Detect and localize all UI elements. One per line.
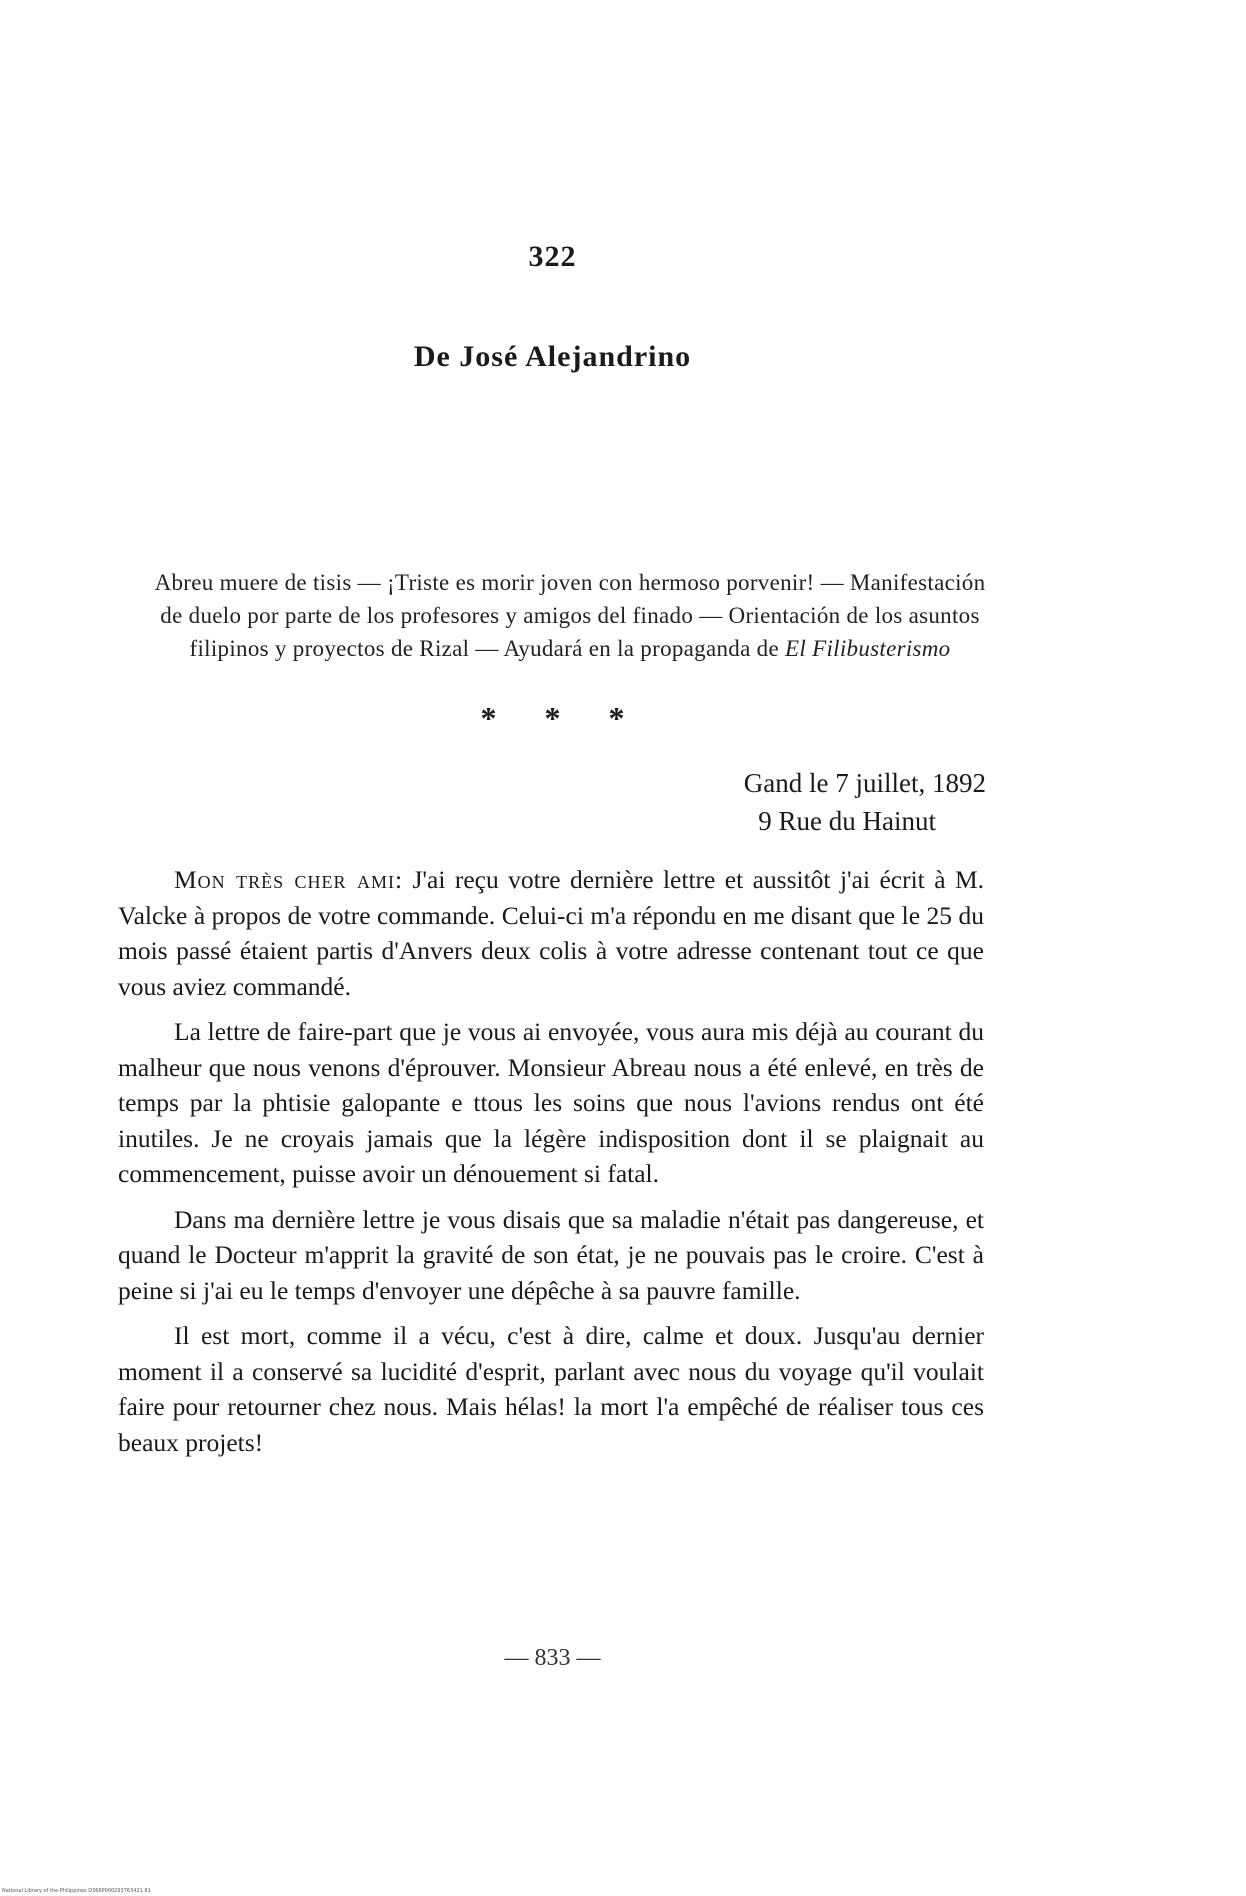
letter-number: 322 [528,240,577,273]
letter-summary [150,566,990,665]
section-separator: * * * [480,700,625,736]
paragraph-1 [118,862,984,1004]
paragraph-2: La lettre de faire-part que je vous ai envoyée, vous aura mis déjà au courant du malheur que nous venons d'éprouver. Monsieur Abreau nous a été enlevé, en très de temps par la phtisie galopante e ttous les soins que nous l'avions rendus ont été inutiles. Je ne croyais jamais que la légère indisposition dont il se plaignait au commencement, puisse avoir un dénouement si fatal. [118,1017,984,1188]
summary-text: Abreu muere de tisis — ¡Triste es morir joven con hermoso porvenir! — Manifestación de duelo por parte de los profesores y amigos del finado — Orientación de los asuntos filipinos y proyectos de Rizal — Ayudará en la propaganda de [154,570,986,661]
letter-title: De José Alejandrino [413,340,692,373]
paragraph-1-text: J'ai reçu votre dernière lettre et aussitôt j'ai écrit à M. Valcke à propos de votre commande. Celui-ci m'a répondu en me disant que le 25 du mois passé étaient partis d'Anvers deux colis à votre adresse contenant tout ce que vous aviez commandé. [118,865,984,1001]
page-number: — 833 — [504,1645,601,1671]
summary-book-title: El Filibusterismo [785,636,951,661]
sender-address: 9 Rue du Hainut [758,806,936,836]
place-date: Gand le 7 juillet, 1892 [743,768,986,798]
scan-footer-note: National Library of the Philippines D366P000293763421 81 [2,1888,151,1894]
paragraph-3: Dans ma dernière lettre je vous disais que sa maladie n'était pas dangereuse, et quand le Docteur m'apprit la gravité de son état, je ne pouvais pas le croire. C'est à peine si j'ai eu le temps d'envoyer une dépêche à sa pauvre famille. [118,1204,984,1305]
letter-body [118,862,984,1470]
dateline [600,764,986,840]
paragraph-4: Il est mort, comme il a vécu, c'est à dire, calme et doux. Jusqu'au dernier moment il a conservé sa lucidité d'esprit, parlant avec nous du voyage qu'il voulait faire pour retourner chez nous. Mais hélas! la mort l'a empêché de réaliser tous ces beaux projets! [118,1321,984,1457]
salutation: Mon très cher ami: [174,865,404,894]
